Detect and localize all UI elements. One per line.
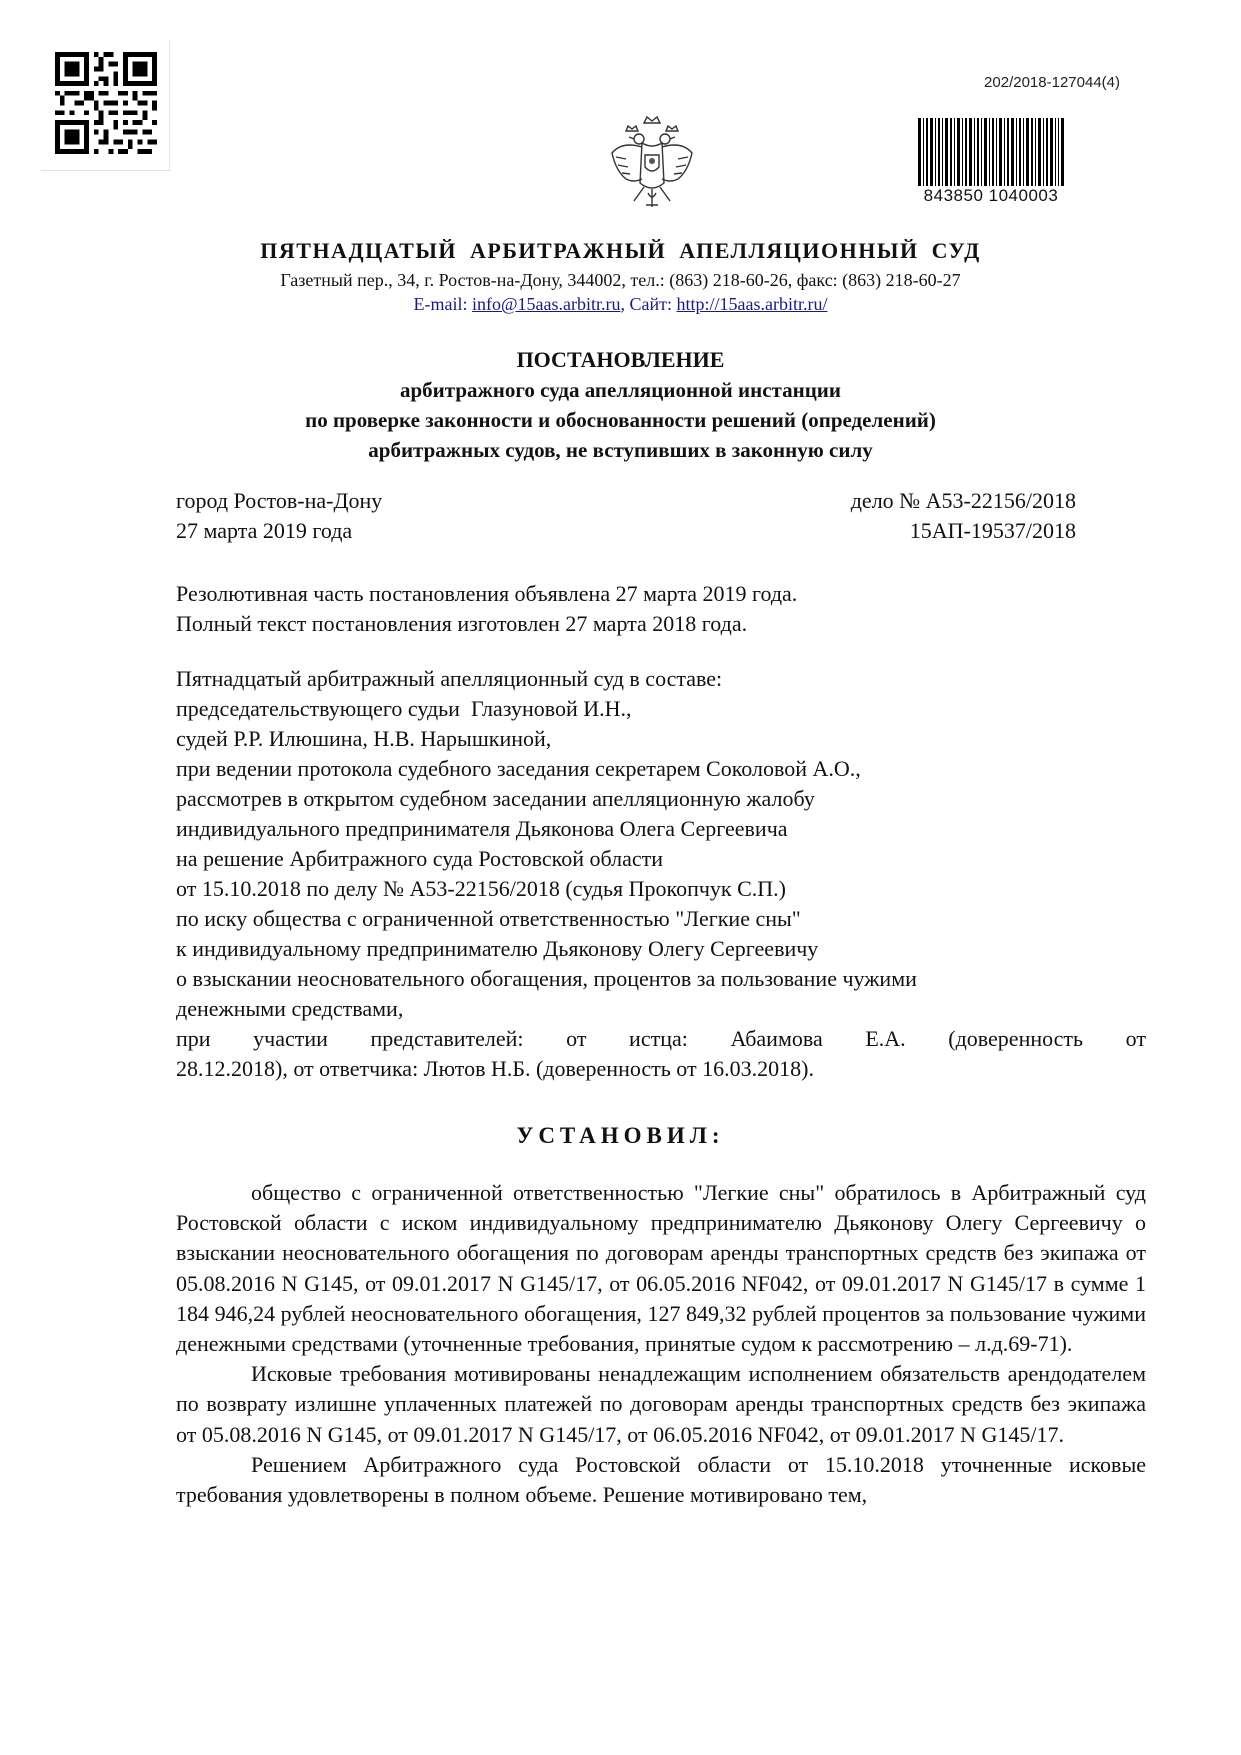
email-link[interactable]: info@15aas.arbitr.ru xyxy=(471,294,621,314)
qr-code-icon xyxy=(55,52,157,154)
appeal-number: 15АП-19537/2018 xyxy=(909,518,1076,543)
city: город Ростов-на-Дону xyxy=(176,488,383,513)
barcode-number: 843850 1040003 xyxy=(916,186,1066,206)
composition-line: на решение Арбитражного суда Ростовской области xyxy=(176,846,664,871)
decision-date: 27 марта 2019 года xyxy=(176,518,353,543)
title-main: ПОСТАНОВЛЕНИЕ xyxy=(516,347,725,372)
composition-line: денежными средствами, xyxy=(176,996,404,1021)
paragraph: Исковые требования мотивированы ненадлежащим исполнением обязательств арендодателем по возврату излишне уплаченных платежей по договорам аренды транспортных средств без экипажа от 05.08.2016 N G145, от 09.01.2017 N G145/17, от 06.05.2016 NF042, от 09.01.2017 N G145/17. xyxy=(176,1361,1146,1447)
court-composition xyxy=(176,664,1146,1084)
place-date xyxy=(176,486,382,546)
resolution-line-1: Резолютивная часть постановления объявлена 27 марта 2019 года. xyxy=(176,581,798,606)
composition-line: о взыскании неосновательного обогащения, процентов за пользование чужими xyxy=(176,966,917,991)
composition-line: по иску общества с ограниченной ответственностью "Легкие сны" xyxy=(176,906,801,931)
body-text xyxy=(176,1178,1146,1510)
title-line-3: арбитражных судов, не вступивших в законную силу xyxy=(368,438,873,462)
composition-line: индивидуального предпринимателя Дьяконова Олега Сергеевича xyxy=(176,816,788,841)
composition-line: рассмотрев в открытом судебном заседании апелляционную жалобу xyxy=(176,786,815,811)
site-link[interactable]: http://15aas.arbitr.ru/ xyxy=(676,294,828,314)
title-line-2: по проверке законности и обоснованности решений (определений) xyxy=(305,408,936,432)
section-heading-established: УСТАНОВИЛ: xyxy=(516,1123,725,1148)
paragraph: общество с ограниченной ответственностью "Легкие сны" обратилось в Арбитражный суд Ростовской области с иском индивидуальному предпринимателю Дьяконову Олегу Сергеевичу о взыскании неосновательного обогащения по договорам аренды транспортных средств без экипажа от 05.08.2016 N G145, от 09.01.2017 N G145/17, от 06.05.2016 NF042, от 09.01.2017 N G145/17 в сумме 1 184 946,24 рублей неосновательного обогащения, 127 849,32 рублей процентов за пользование чужими денежными средствами (уточненные требования, принятые судом к рассмотрению – л.д.69-71). xyxy=(176,1180,1146,1357)
court-address: Газетный пер., 34, г. Ростов-на-Дону, 344002, тел.: (863) 218-60-26, факс: (863) 218-60-27 xyxy=(280,270,961,290)
composition-line: при участии представителей: от истца: Абаимова Е.А. (доверенность от xyxy=(176,1026,1146,1051)
composition-line: к индивидуальному предпринимателю Дьяконову Олегу Сергеевичу xyxy=(176,936,819,961)
composition-line: 28.12.2018), от ответчика: Лютов Н.Б. (доверенность от 16.03.2018). xyxy=(176,1056,814,1081)
qr-code xyxy=(41,40,170,171)
resolution-line-2: Полный текст постановления изготовлен 27 марта 2018 года. xyxy=(176,611,748,636)
resolution-dates xyxy=(176,579,797,639)
case-numbers xyxy=(700,486,1076,546)
court-name: ПЯТНАДЦАТЫЙ АРБИТРАЖНЫЙ АПЕЛЛЯЦИОННЫЙ СУД xyxy=(260,238,981,263)
composition-line: судей Р.Р. Илюшина, Н.В. Нарышкиной, xyxy=(176,726,552,751)
document-code: 202/2018-127044(4) xyxy=(984,74,1120,91)
coat-of-arms-icon xyxy=(608,113,696,217)
composition-line: председательствующего судьи Глазуновой И.Н., xyxy=(176,696,632,721)
paragraph: Решением Арбитражного суда Ростовской области от 15.10.2018 уточненные исковые требования удовлетворены в полном объеме. Решение мотивировано тем, xyxy=(176,1451,1146,1508)
title-line-1: арбитражного суда апелляционной инстанции xyxy=(399,378,842,402)
email-label: E-mail: xyxy=(413,294,472,314)
court-contacts xyxy=(0,294,1241,315)
composition-line: при ведении протокола судебного заседания секретарем Соколовой А.О., xyxy=(176,756,861,781)
composition-line: Пятнадцатый арбитражный апелляционный суд в составе: xyxy=(176,666,723,691)
document-title xyxy=(0,345,1241,465)
composition-line: от 15.10.2018 по делу № А53-22156/2018 (судья Прокопчук С.П.) xyxy=(176,876,786,901)
site-label: , Сайт: xyxy=(620,294,677,314)
case-number: дело № А53-22156/2018 xyxy=(850,488,1076,513)
